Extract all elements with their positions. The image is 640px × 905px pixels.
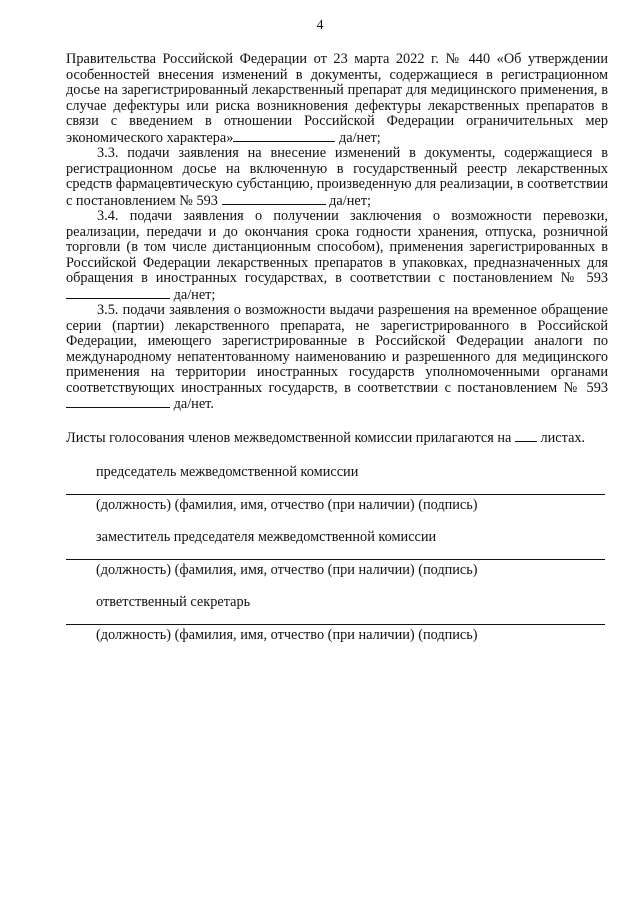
paragraph-text: Правительства Российской Федерации от 23 марта 2022 г. № 440 «Об утверждении особенностей внесения изменений в документы, содержащиеся в регистрационном досье на зарегистрированный лекарственный препарат для медицинского применения, в случае дефектуры или риска возникновения дефектуры лекарственных препаратов в связи с введением в отношении Российской Федерации ограничительных мер экономического характера» xyxy=(66,51,608,146)
attachment-prefix: Листы голосования членов межведомственной комиссии прилагаются на xyxy=(66,429,515,446)
chair-signature-line xyxy=(66,494,605,495)
paragraph-text: 3.3. подачи заявления на внесение изменений в документы, содержащиеся в регистрационном досье на включенную в государственный реестр лекарственных средств фармацевтическую субстанцию, произведенную для реализации, в соответствии с постановлением № 593 xyxy=(66,145,608,209)
paragraph-3-3 xyxy=(66,146,608,209)
secretary-signature-caption: (должность) (фамилия, имя, отчество (при наличии) (подпись) xyxy=(96,626,478,643)
answer-blank xyxy=(222,193,326,205)
paragraph-text: 3.5. подачи заявления о возможности выдачи разрешения на временное обращение серии (партии) лекарственного препарата, не зарегистрированного в Российской Федерации, имеющего зарегистрированные в Российской Федерации аналоги по международному непатентованному наименованию и разрешенного для медицинского применения на территории иностранных государств уполномоченными органами соответствующих иностранных государств, в соответствии с постановлением № 593 xyxy=(66,302,608,396)
paragraph-text: 3.4. подачи заявления о получении заключения о возможности перевозки, реализации, передачи и до окончания срока годности хранения, отпуска, розничной торговли (в том числе дистанционным способом), применения зарегистрированных в Российской Федерации лекарственных препаратов в упаковках, предназначенных для обращения в иностранных государствах, в соответствии с постановлением № 593 xyxy=(66,208,608,286)
paragraph-3-5 xyxy=(66,303,608,413)
chair-signature-caption: (должность) (фамилия, имя, отчество (при наличии) (подпись) xyxy=(96,496,478,513)
attachment-note xyxy=(66,430,608,447)
page-number: 4 xyxy=(316,18,324,33)
paragraph-continuation xyxy=(66,52,608,146)
secretary-title: ответственный секретарь xyxy=(96,594,251,610)
attachment-suffix: листах. xyxy=(536,429,586,446)
answer-blank xyxy=(66,396,170,408)
answer-blank xyxy=(233,130,335,142)
answer-options: да/нет; xyxy=(325,192,371,209)
secretary-signature-line xyxy=(66,624,605,625)
document-body xyxy=(66,52,608,643)
answer-options: да/нет. xyxy=(170,396,214,412)
answer-options: да/нет; xyxy=(170,286,216,303)
answer-blank xyxy=(66,287,170,299)
paragraph-3-4 xyxy=(66,209,608,303)
deputy-title: заместитель председателя межведомственной комиссии xyxy=(96,529,437,545)
sheet-count-blank xyxy=(515,430,537,442)
answer-options: да/нет; xyxy=(335,129,381,146)
deputy-signature-caption: (должность) (фамилия, имя, отчество (при наличии) (подпись) xyxy=(96,561,478,578)
deputy-signature-line xyxy=(66,559,605,560)
chair-title: председатель межведомственной комиссии xyxy=(96,464,359,480)
